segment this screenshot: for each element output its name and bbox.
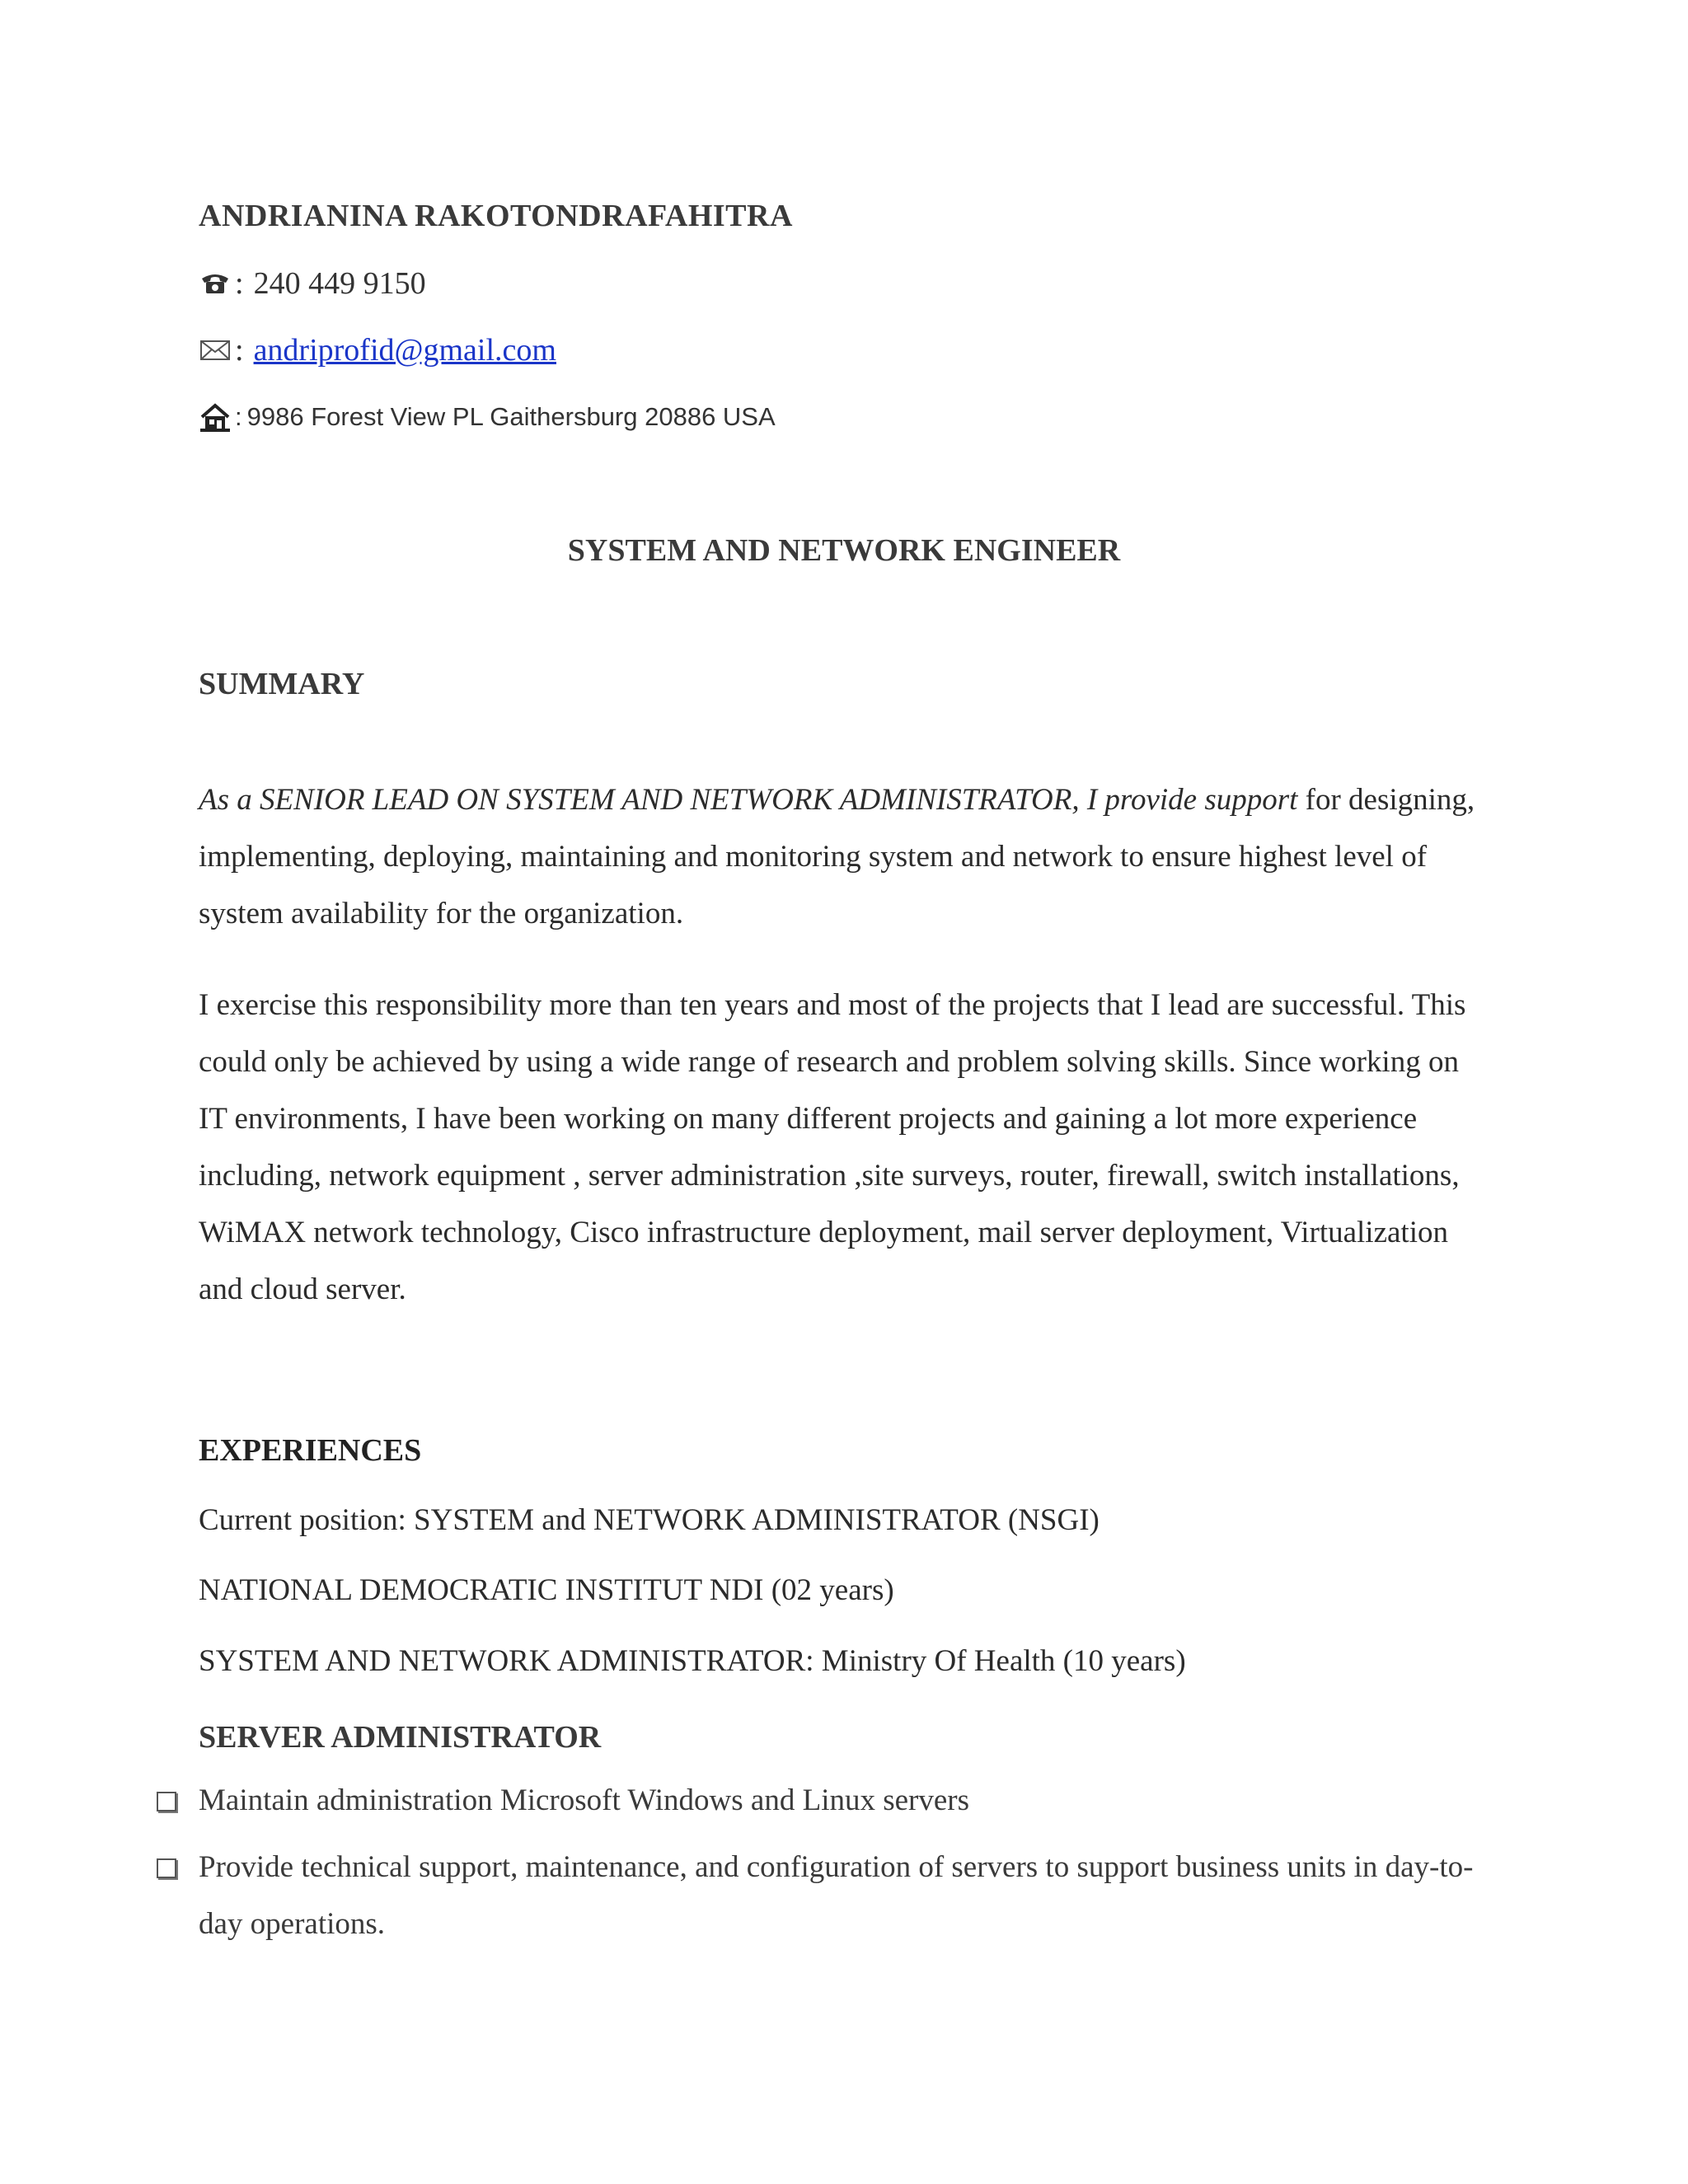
experiences-heading: EXPERIENCES [199,1433,422,1468]
job-title: SYSTEM AND NETWORK ENGINEER [567,533,1121,568]
bullet-item [157,1839,1492,1952]
summary-body-text: for designing, implementing, deploying, maintaining and monitoring system and network to ensure highest level of system availability for the organization. [199,783,1475,930]
bullet-text: Maintain administration Microsoft Windows and Linux servers [199,1783,970,1817]
address-text: 9986 Forest View PL Gaithersburg 20886 USA [246,402,776,431]
experience-line: Current position: SYSTEM and NETWORK ADMINISTRATOR (NSGI) [199,1503,1100,1537]
email-separator: : [235,333,244,368]
summary-paragraph-2 [199,977,1484,1318]
summary-paragraph-1 [199,771,1484,942]
address-separator: : [235,402,242,431]
server-admin-bullets [157,1772,1492,1962]
summary-paragraph-2-text: I exercise this responsibility more than ten years and most of the projects that I lead are successful. This could only be achieved by using a wide range of research and problem solving skills. Since working on IT environments, I have been working on many different projects and gaining a lot more experience including, network equipment , server administration ,site surveys, router, firewall, switch installations, WiMAX network technology, Cisco infrastructure deployment, mail server deployment, Virtualization and cloud server. [199,988,1466,1306]
bullet-item [157,1772,1492,1829]
envelope-icon [199,334,232,367]
phone-separator: : [235,266,244,301]
checkbox-bullet-icon [157,1858,176,1878]
experience-line: SYSTEM AND NETWORK ADMINISTRATOR: Ministry Of Health (10 years) [199,1644,1186,1678]
address-line [199,401,776,434]
email-line [199,332,556,368]
phone-number: 240 449 9150 [253,266,426,301]
phone-line [199,265,426,302]
bullet-text: Provide technical support, maintenance, and configuration of servers to support business units in day-to-day operations. [199,1850,1474,1941]
telephone-icon [199,267,232,300]
checkbox-bullet-icon [157,1792,176,1811]
summary-lead-text: As a SENIOR LEAD ON SYSTEM AND NETWORK ADMINISTRATOR, I provide support [199,783,1298,817]
server-admin-heading: SERVER ADMINISTRATOR [199,1720,602,1755]
summary-heading: SUMMARY [199,667,365,701]
candidate-name: ANDRIANINA RAKOTONDRAFAHITRA [199,199,793,233]
experience-line: NATIONAL DEMOCRATIC INSTITUT NDI (02 years) [199,1573,894,1607]
email-link[interactable]: andriprofid@gmail.com [253,333,556,368]
house-icon [199,401,232,434]
